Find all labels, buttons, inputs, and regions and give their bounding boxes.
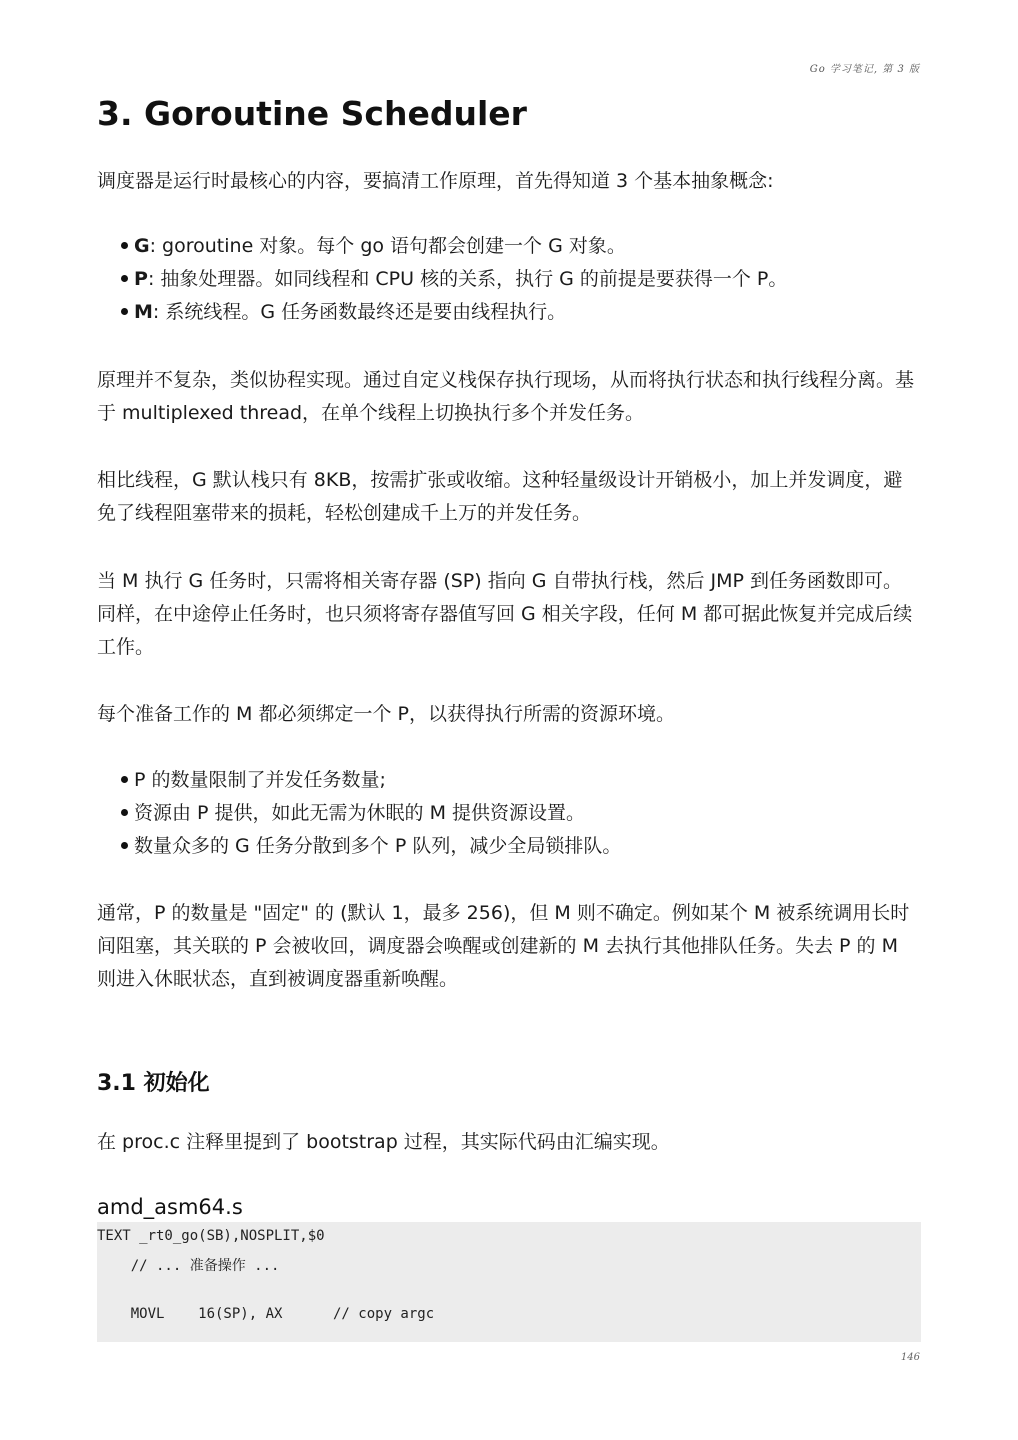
section-title: 3.1 初始化	[97, 1071, 210, 1096]
running-header: Go 学习笔记, 第 3 版	[809, 64, 920, 75]
concept-term: P	[134, 268, 148, 290]
concept-term: M	[134, 301, 153, 323]
code-line: TEXT _rt0_go(SB),NOSPLIT,$0	[97, 1228, 325, 1244]
bullet-icon	[121, 842, 128, 849]
bullet-icon	[121, 776, 128, 783]
code-filename: amd_asm64.s	[97, 1195, 243, 1219]
list-item-text: 数量众多的 G 任务分散到多个 P 队列，减少全局锁排队。	[134, 835, 622, 857]
paragraph-bind: 每个准备工作的 M 都必须绑定一个 P，以获得执行所需的资源环境。	[97, 703, 675, 725]
concept-desc: : goroutine 对象。每个 go 语句都会创建一个 G 对象。	[149, 235, 626, 257]
list-item-text: 资源由 P 提供，如此无需为休眠的 M 提供资源设置。	[134, 802, 586, 824]
bullet-icon	[121, 308, 128, 315]
code-line: // ... 准备操作 ...	[97, 1258, 280, 1274]
bullet-icon	[121, 809, 128, 816]
list-item	[121, 797, 621, 830]
list-item	[121, 263, 787, 296]
concept-list	[121, 230, 787, 329]
list-item	[121, 764, 621, 797]
page-number: 146	[900, 1352, 920, 1363]
list-item	[121, 230, 787, 263]
paragraph-stack: 相比线程，G 默认栈只有 8KB，按需扩张或收缩。这种轻量级设计开销极小，加上并发调度，避免了线程阻塞带来的损耗，轻松创建成千上万的并发任务。	[97, 469, 903, 524]
concept-desc: : 抽象处理器。如同线程和 CPU 核的关系，执行 G 的前提是要获得一个 P。	[147, 268, 788, 290]
list-item-text: P 的数量限制了并发任务数量;	[134, 769, 386, 791]
paragraph-principle: 原理并不复杂，类似协程实现。通过自定义栈保存执行现场，从而将执行状态和执行线程分离。基于 multiplexed thread，在单个线程上切换执行多个并发任务。	[97, 369, 915, 424]
code-block	[97, 1222, 921, 1342]
chapter-title: 3. Goroutine Scheduler	[97, 94, 527, 133]
bullet-icon	[121, 275, 128, 282]
concept-term: G	[134, 235, 150, 257]
bullet-icon	[121, 242, 128, 249]
code-line: MOVL 16(SP), AX // copy argc	[97, 1306, 435, 1322]
list-item	[121, 296, 787, 329]
section-intro: 在 proc.c 注释里提到了 bootstrap 过程，其实际代码由汇编实现。	[97, 1131, 670, 1153]
list-item	[121, 830, 621, 863]
p-points-list	[121, 764, 621, 863]
paragraph-switch: 当 M 执行 G 任务时，只需将相关寄存器 (SP) 指向 G 自带执行栈，然后 JMP 到任务函数即可。同样，在中途停止任务时，也只须将寄存器值写回 G 相关字段，任何 M 都可据此恢复并完成后续工作。	[97, 570, 913, 658]
chapter-intro: 调度器是运行时最核心的内容，要搞清工作原理，首先得知道 3 个基本抽象概念:	[97, 170, 774, 192]
paragraph-count: 通常，P 的数量是 "固定" 的 (默认 1，最多 256)，但 M 则不确定。例如某个 M 被系统调用长时间阻塞，其关联的 P 会被收回，调度器会唤醒或创建新的 M 去执行其他排队任务。失去 P 的 M 则进入休眠状态，直到被调度器重新唤醒。	[97, 902, 910, 990]
concept-desc: : 系统线程。G 任务函数最终还是要由线程执行。	[152, 301, 567, 323]
